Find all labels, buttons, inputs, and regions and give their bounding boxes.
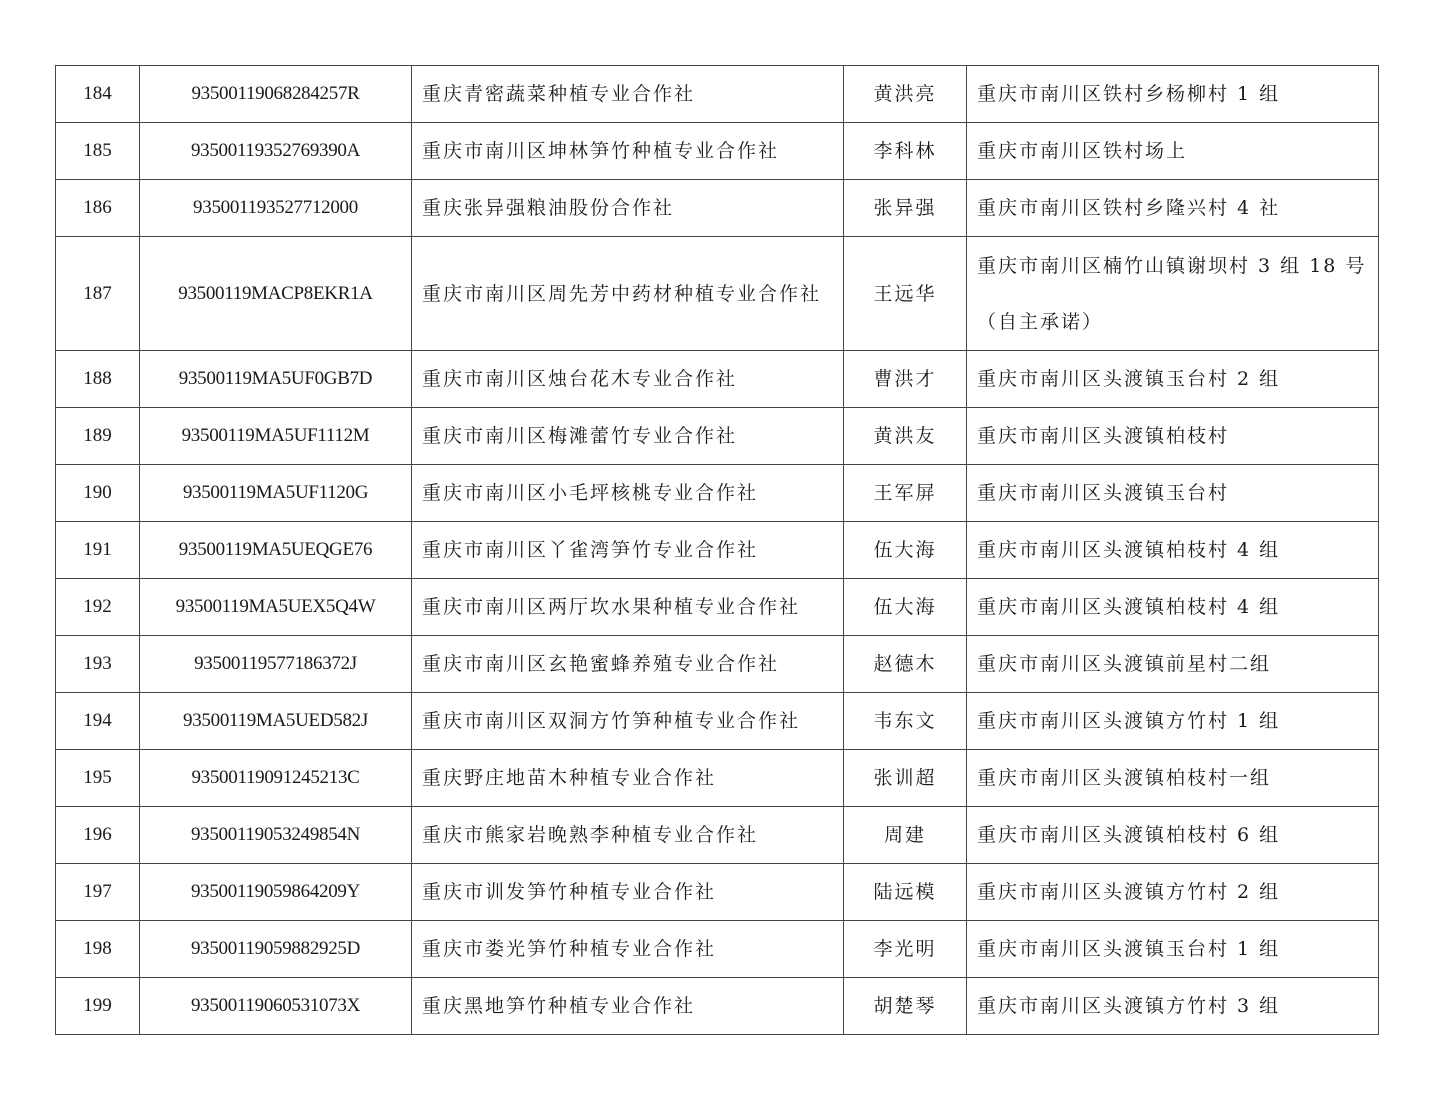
cooperative-name: 重庆市娄光笋竹种植专业合作社 <box>412 921 844 978</box>
legal-representative: 王远华 <box>844 237 967 351</box>
address: 重庆市南川区铁村场上 <box>967 123 1379 180</box>
row-number: 190 <box>56 465 140 522</box>
credit-code: 93500119068284257R <box>140 66 412 123</box>
row-number: 197 <box>56 864 140 921</box>
legal-representative: 陆远模 <box>844 864 967 921</box>
address: 重庆市南川区头渡镇方竹村 2 组 <box>967 864 1379 921</box>
cooperative-name: 重庆市南川区梅滩蕾竹专业合作社 <box>412 408 844 465</box>
table-row <box>56 123 1379 180</box>
legal-representative: 胡楚琴 <box>844 978 967 1035</box>
row-number: 188 <box>56 351 140 408</box>
credit-code: 93500119MA5UF1112M <box>140 408 412 465</box>
address: 重庆市南川区头渡镇方竹村 3 组 <box>967 978 1379 1035</box>
address: 重庆市南川区铁村乡隆兴村 4 社 <box>967 180 1379 237</box>
address: 重庆市南川区头渡镇玉台村 <box>967 465 1379 522</box>
row-number: 194 <box>56 693 140 750</box>
legal-representative: 张训超 <box>844 750 967 807</box>
credit-code: 93500119059864209Y <box>140 864 412 921</box>
legal-representative: 曹洪才 <box>844 351 967 408</box>
table-row <box>56 750 1379 807</box>
legal-representative: 黄洪亮 <box>844 66 967 123</box>
cooperative-name: 重庆市南川区周先芳中药材种植专业合作社 <box>412 237 844 351</box>
cooperative-name: 重庆市南川区丫雀湾笋竹专业合作社 <box>412 522 844 579</box>
credit-code: 93500119MA5UED582J <box>140 693 412 750</box>
table-row <box>56 351 1379 408</box>
row-number: 199 <box>56 978 140 1035</box>
legal-representative: 周建 <box>844 807 967 864</box>
legal-representative: 王军屏 <box>844 465 967 522</box>
document-page <box>55 65 1379 1035</box>
legal-representative: 伍大海 <box>844 522 967 579</box>
cooperative-name: 重庆市南川区玄艳蜜蜂养殖专业合作社 <box>412 636 844 693</box>
registry-table-body <box>56 66 1379 1035</box>
table-row <box>56 522 1379 579</box>
row-number: 187 <box>56 237 140 351</box>
cooperative-name: 重庆市熊家岩晚熟李种植专业合作社 <box>412 807 844 864</box>
cooperative-name: 重庆青密蔬菜种植专业合作社 <box>412 66 844 123</box>
address: 重庆市南川区头渡镇方竹村 1 组 <box>967 693 1379 750</box>
address: 重庆市南川区铁村乡杨柳村 1 组 <box>967 66 1379 123</box>
legal-representative: 李光明 <box>844 921 967 978</box>
credit-code: 93500119352769390A <box>140 123 412 180</box>
legal-representative: 赵德木 <box>844 636 967 693</box>
address: 重庆市南川区头渡镇玉台村 2 组 <box>967 351 1379 408</box>
credit-code: 93500119059882925D <box>140 921 412 978</box>
credit-code: 93500119MA5UEQGE76 <box>140 522 412 579</box>
cooperative-name: 重庆野庄地苗木种植专业合作社 <box>412 750 844 807</box>
credit-code: 93500119053249854N <box>140 807 412 864</box>
table-row <box>56 864 1379 921</box>
legal-representative: 伍大海 <box>844 579 967 636</box>
row-number: 195 <box>56 750 140 807</box>
cooperative-name: 重庆市南川区双洞方竹笋种植专业合作社 <box>412 693 844 750</box>
address: 重庆市南川区头渡镇玉台村 1 组 <box>967 921 1379 978</box>
credit-code: 93500119MA5UF1120G <box>140 465 412 522</box>
credit-code: 935001193527712000 <box>140 180 412 237</box>
table-row <box>56 693 1379 750</box>
table-row <box>56 807 1379 864</box>
legal-representative: 张异强 <box>844 180 967 237</box>
credit-code: 93500119577186372J <box>140 636 412 693</box>
address: 重庆市南川区头渡镇柏枝村 4 组 <box>967 522 1379 579</box>
cooperative-name: 重庆市南川区小毛坪核桃专业合作社 <box>412 465 844 522</box>
cooperative-name: 重庆市南川区两厅坎水果种植专业合作社 <box>412 579 844 636</box>
cooperative-name: 重庆张异强粮油股份合作社 <box>412 180 844 237</box>
address: 重庆市南川区头渡镇前星村二组 <box>967 636 1379 693</box>
address: 重庆市南川区楠竹山镇谢坝村 3 组 18 号（自主承诺） <box>967 237 1379 351</box>
table-row <box>56 408 1379 465</box>
cooperative-registry-table <box>55 65 1379 1035</box>
table-row <box>56 978 1379 1035</box>
address: 重庆市南川区头渡镇柏枝村 6 组 <box>967 807 1379 864</box>
credit-code: 93500119MACP8EKR1A <box>140 237 412 351</box>
table-row <box>56 237 1379 351</box>
row-number: 189 <box>56 408 140 465</box>
row-number: 192 <box>56 579 140 636</box>
credit-code: 93500119MA5UF0GB7D <box>140 351 412 408</box>
row-number: 193 <box>56 636 140 693</box>
table-row <box>56 465 1379 522</box>
credit-code: 93500119091245213C <box>140 750 412 807</box>
cooperative-name: 重庆市训发笋竹种植专业合作社 <box>412 864 844 921</box>
legal-representative: 黄洪友 <box>844 408 967 465</box>
table-row <box>56 66 1379 123</box>
row-number: 196 <box>56 807 140 864</box>
cooperative-name: 重庆市南川区烛台花木专业合作社 <box>412 351 844 408</box>
table-row <box>56 636 1379 693</box>
cooperative-name: 重庆市南川区坤林笋竹种植专业合作社 <box>412 123 844 180</box>
row-number: 186 <box>56 180 140 237</box>
table-row <box>56 579 1379 636</box>
credit-code: 93500119060531073X <box>140 978 412 1035</box>
table-row <box>56 180 1379 237</box>
legal-representative: 李科林 <box>844 123 967 180</box>
legal-representative: 韦东文 <box>844 693 967 750</box>
table-row <box>56 921 1379 978</box>
row-number: 185 <box>56 123 140 180</box>
address: 重庆市南川区头渡镇柏枝村一组 <box>967 750 1379 807</box>
address: 重庆市南川区头渡镇柏枝村 <box>967 408 1379 465</box>
row-number: 191 <box>56 522 140 579</box>
credit-code: 93500119MA5UEX5Q4W <box>140 579 412 636</box>
cooperative-name: 重庆黑地笋竹种植专业合作社 <box>412 978 844 1035</box>
row-number: 184 <box>56 66 140 123</box>
address: 重庆市南川区头渡镇柏枝村 4 组 <box>967 579 1379 636</box>
row-number: 198 <box>56 921 140 978</box>
